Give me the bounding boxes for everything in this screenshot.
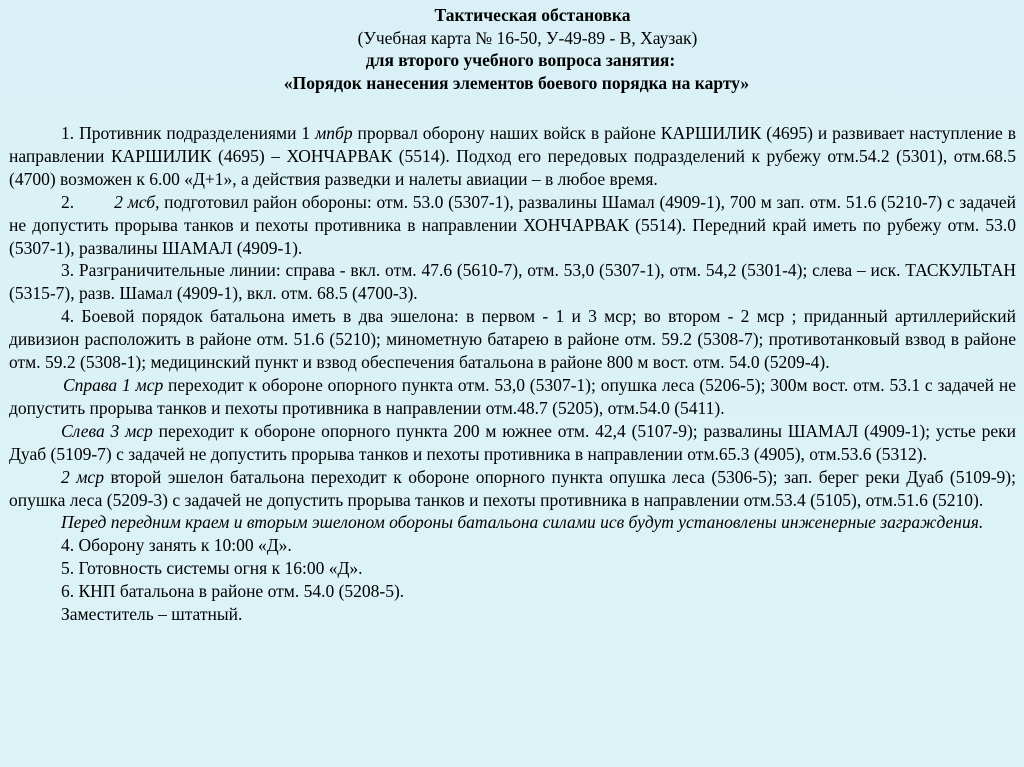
paragraph-5-text: переходит к обороне опорного пункта отм. 53,0 (5307-1); опушка леса (5206-5); 300м вост. отм. 53.1 с задачей не допустить прорыва танков и пехоты противника в направлении отм.48.7 (5205), отм.54.0 (5411).	[9, 374, 1016, 418]
paragraph-7	[9, 466, 1016, 512]
paragraph-12: Заместитель – штатный.	[61, 604, 243, 625]
paragraph-9: 4. Оборону занять к 10:00 «Д».	[61, 535, 292, 556]
document-subtitle: (Учебная карта № 16-50, У-49-89 - В, Хаузак)	[357, 27, 698, 48]
paragraph-7-text: второй эшелон батальона переходит к обороне опорного пункта опушка леса (5306-5); зап. берег реки Дуаб (5109-9); опушка леса (5209-3) с задачей не допустить прорыва танков и пехоты противника в направлении отм.53.4 (5105), отм.51.6 (5210).	[9, 466, 1016, 510]
paragraph-7-unit: 2 мср	[61, 466, 104, 487]
paragraph-2-text: подготовил район обороны: отм. 53.0 (5307-1), развалины Шамал (4909-1), 700 м зап. отм. 51.6 (5210-7) с задачей не допустить прорыва танков и пехоты противника в направлении ХОНЧАРВАК (5514). Передний край иметь по рубежу отм. 53.0 (5307-1), развалины ШАМАЛ (4909-1).	[9, 191, 1016, 258]
paragraph-11: 6. КНП батальона в районе отм. 54.0 (5208-5).	[61, 581, 405, 602]
paragraph-2-unit: 2 мсб,	[114, 191, 160, 212]
paragraph-6-text: переходит к обороне опорного пункта 200 м южнее отм. 42,4 (5107-9); развалины ШАМАЛ (4909-1); устье реки Дуаб (5109-7) с задачей не допустить прорыва танков и пехоты противника в направлении отм.65.3 (4905), отм.53.6 (5312).	[9, 420, 1017, 464]
paragraph-8: Перед передним краем и вторым эшелоном обороны батальона силами исв будут установлены инженерные заграждения.	[61, 512, 984, 533]
paragraph-4: 4. Боевой порядок батальона иметь в два эшелона: в первом - 1 и 3 мср; во втором - 2 мср ; приданный артиллерийский дивизион расположить в районе отм. 51.6 (5210); минометную батарею в районе отм. 59.2 (5308-7); противотанковый взвод в районе отм. 59.2 (5308-1); медицинский пункт и взвод обеспечения батальона в районе 800 м вост. отм. 54.0 (5209-4).	[9, 306, 1016, 373]
document-topic: «Порядок нанесения элементов боевого порядка на карту»	[283, 72, 750, 93]
paragraph-6	[9, 420, 1016, 466]
paragraph-5	[9, 374, 1016, 420]
paragraph-1-text: прорвал оборону наших войск в районе КАРШИЛИК (4695) и развивает наступление в направлении КАРШИЛИК (4695) – ХОНЧАРВАК (5514). Подход его передовых подразделений к рубежу отм.54.2 (5301), отм.68.5 (4700) возможен к 6.00 «Д+1», а действия разведки и налеты авиации – в любое время.	[9, 123, 1016, 189]
paragraph-5-unit: Справа 1 мср	[63, 374, 164, 395]
paragraph-10: 5. Готовность системы огня к 16:00 «Д».	[61, 558, 363, 579]
paragraph-1	[9, 122, 1016, 191]
document-header	[9, 4, 1016, 94]
document-title: Тактическая обстановка	[434, 5, 631, 25]
paragraph-1-start: 1. Противник подразделениями 1	[61, 123, 316, 143]
paragraph-3: 3. Разграничительные линии: справа - вкл. отм. 47.6 (5610-7), отм. 53,0 (5307-1), отм. 54,2 (5301-4); слева – иск. ТАСКУЛЬТАН (5315-7), разв. Шамал (4909-1), вкл. отм. 68.5 (4700-3).	[9, 260, 1016, 304]
paragraph-2-number: 2.	[61, 191, 75, 212]
paragraph-2	[9, 191, 1016, 260]
document-body	[9, 122, 1016, 626]
paragraph-6-unit: Слева 3 мср	[61, 420, 153, 441]
document-purpose: для второго учебного вопроса занятия:	[365, 50, 676, 70]
paragraph-1-unit: мпбр	[315, 123, 353, 143]
